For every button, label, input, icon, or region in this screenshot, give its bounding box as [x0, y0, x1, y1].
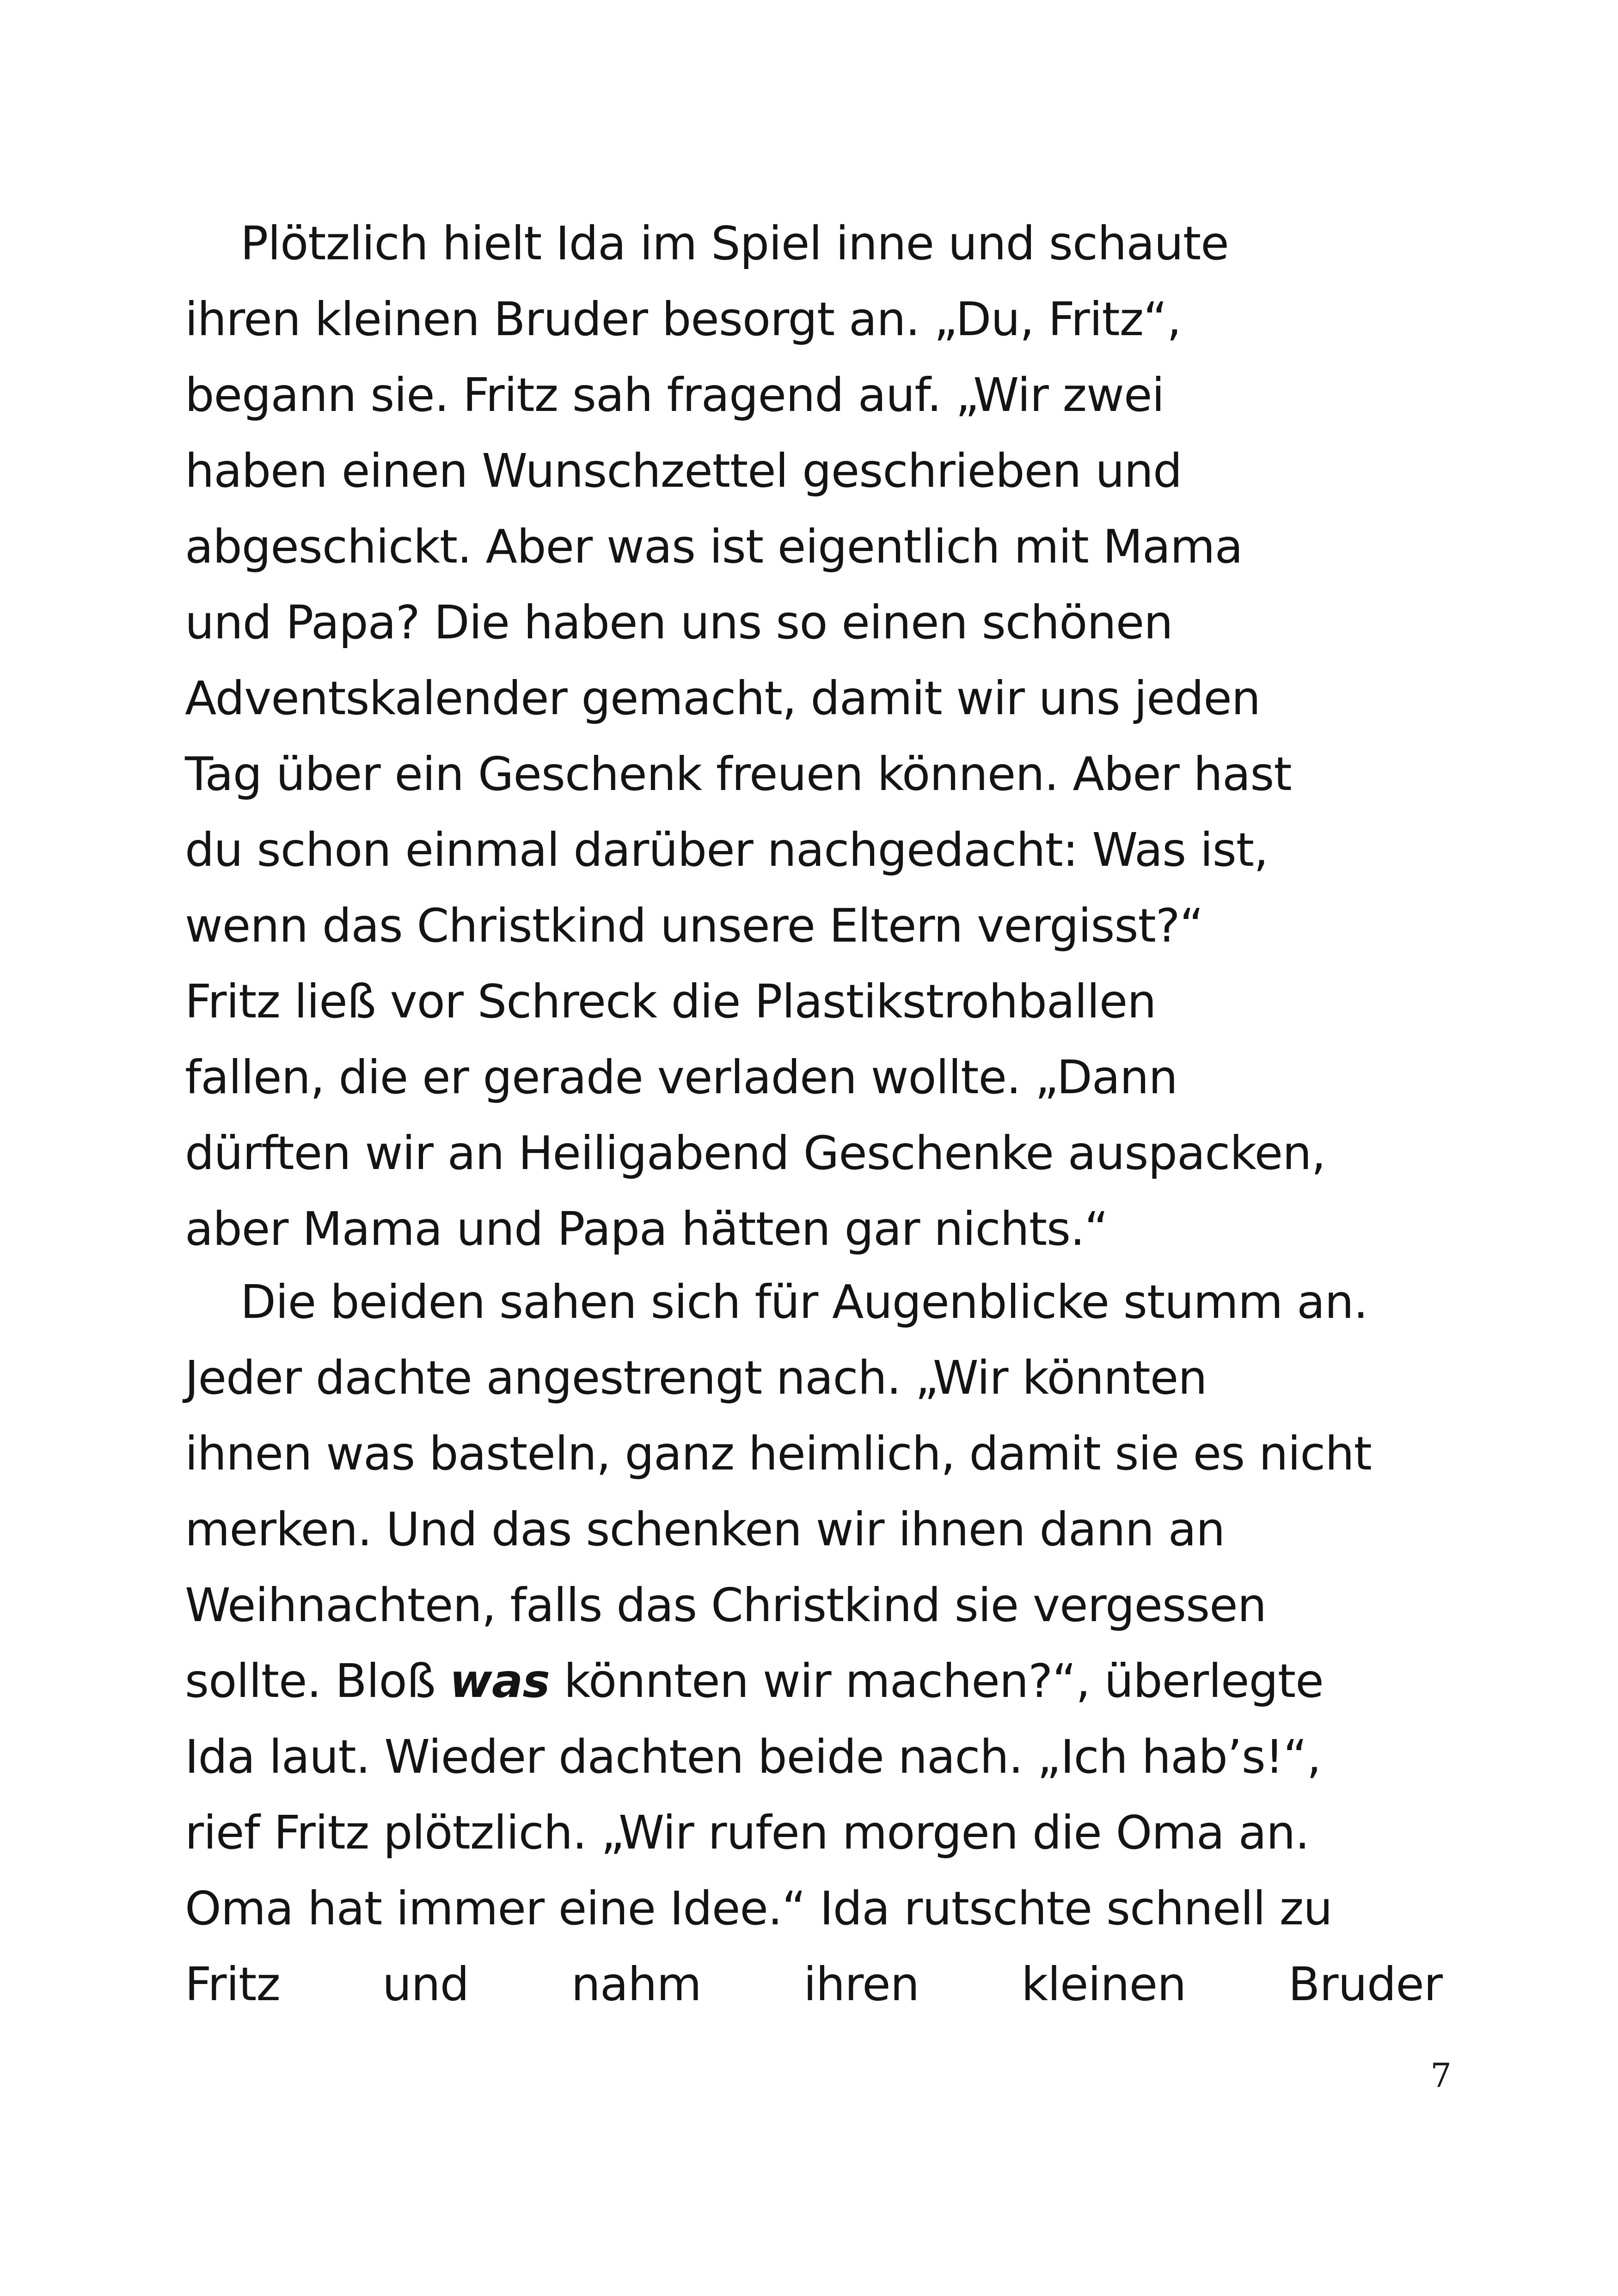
text-line: merken. Und das schenken wir ihnen dann an — [185, 1502, 1225, 1556]
emphasized-word: was — [449, 1654, 550, 1708]
text-line: Die beiden sahen sich für Augenblicke stumm an. — [240, 1275, 1368, 1329]
text-line: begann sie. Fritz sah fragend auf. „Wir zwei — [185, 368, 1164, 422]
text-line: du schon einmal darüber nachgedacht: Was ist, — [185, 823, 1268, 877]
word: Bruder — [1288, 1957, 1442, 2011]
text-line: Tag über ein Geschenk freuen können. Aber hast — [185, 747, 1292, 801]
text-line: abgeschickt. Aber was ist eigentlich mit Mama — [185, 520, 1243, 574]
text-line: Adventskalender gemacht, damit wir uns jeden — [185, 671, 1261, 725]
text-line: aber Mama und Papa hätten gar nichts.“ — [185, 1202, 1108, 1256]
text-line: ihren kleinen Bruder besorgt an. „Du, Fritz“, — [185, 292, 1181, 346]
text-line: rief Fritz plötzlich. „Wir rufen morgen die Oma an. — [185, 1806, 1310, 1860]
text-line: Ida laut. Wieder dachten beide nach. „Ich hab’s!“, — [185, 1730, 1321, 1784]
text-line: fallen, die er gerade verladen wollte. „Dann — [185, 1050, 1177, 1104]
text-segment: könnten wir machen?“, überlegte — [549, 1654, 1324, 1708]
text-line-with-emphasis — [185, 1643, 1442, 1719]
text-line: Jeder dachte angestrengt nach. „Wir könnten — [185, 1351, 1207, 1405]
text-line: haben einen Wunschzettel geschrieben und — [185, 444, 1182, 498]
page-number: 7 — [1430, 2056, 1452, 2095]
paragraph-1 — [185, 206, 1442, 1267]
paragraph-2 — [185, 1264, 1442, 2022]
text-line: wenn das Christkind unsere Eltern vergisst?“ — [185, 899, 1203, 953]
text-line: ihnen was basteln, ganz heimlich, damit sie es nicht — [185, 1427, 1372, 1481]
word: ihren — [803, 1957, 919, 2011]
word: kleinen — [1021, 1957, 1186, 2011]
text-segment: sollte. Bloß — [185, 1654, 450, 1708]
text-line: Oma hat immer eine Idee.“ Ida rutschte schnell zu — [185, 1881, 1332, 1935]
text-line: Fritz ließ vor Schreck die Plastikstrohballen — [185, 974, 1156, 1029]
word: und — [382, 1957, 469, 2011]
text-line: Weihnachten, falls das Christkind sie vergessen — [185, 1578, 1267, 1632]
text-line: dürften wir an Heiligabend Geschenke auspacken, — [185, 1126, 1326, 1180]
word: Fritz — [185, 1957, 280, 2011]
text-line: und Papa? Die haben uns so einen schönen — [185, 595, 1173, 649]
word: nahm — [571, 1957, 701, 2011]
text-line-justified — [185, 1947, 1442, 2022]
text-line: Plötzlich hielt Ida im Spiel inne und schaute — [240, 216, 1229, 270]
